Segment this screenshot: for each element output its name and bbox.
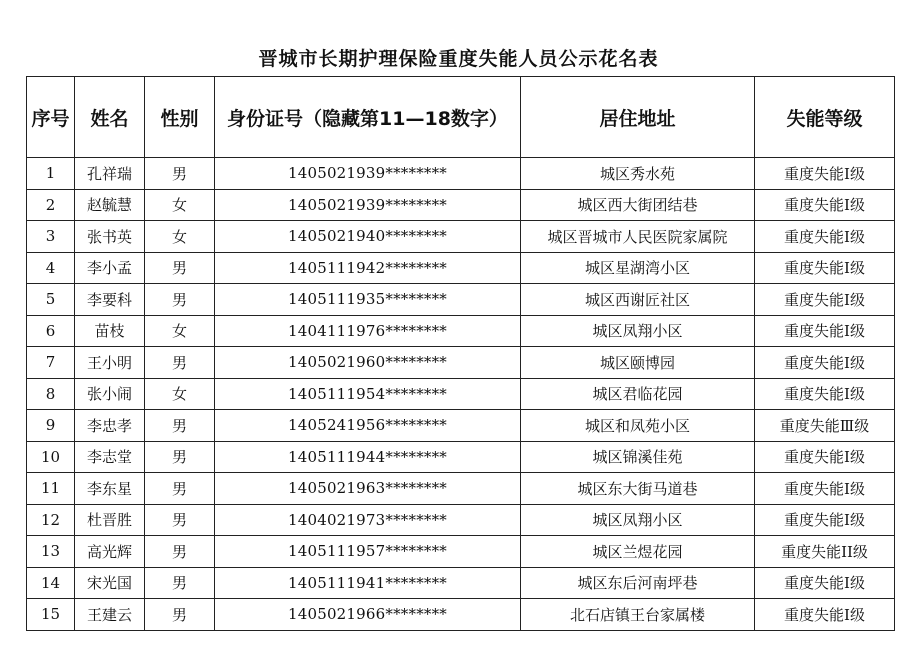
table-row xyxy=(27,567,895,599)
cell-seq: 15 xyxy=(27,599,75,631)
cell-disability-level: 重度失能Ⅰ级 xyxy=(755,347,895,379)
table-row xyxy=(27,441,895,473)
cell-address: 城区凤翔小区 xyxy=(521,504,755,536)
cell-seq: 14 xyxy=(27,567,75,599)
cell-seq: 11 xyxy=(27,473,75,505)
cell-gender: 男 xyxy=(145,284,215,316)
cell-name: 赵毓慧 xyxy=(75,189,145,221)
cell-gender: 男 xyxy=(145,410,215,442)
cell-gender: 男 xyxy=(145,158,215,190)
cell-address: 城区凤翔小区 xyxy=(521,315,755,347)
roster-table xyxy=(26,76,895,631)
cell-seq: 5 xyxy=(27,284,75,316)
cell-id-number: 1405111942******** xyxy=(215,252,521,284)
cell-id-number: 1405111954******** xyxy=(215,378,521,410)
cell-seq: 2 xyxy=(27,189,75,221)
cell-disability-level: 重度失能Ⅰ级 xyxy=(755,252,895,284)
cell-seq: 6 xyxy=(27,315,75,347)
table-row xyxy=(27,536,895,568)
cell-address: 城区西大街团结巷 xyxy=(521,189,755,221)
cell-name: 孔祥瑞 xyxy=(75,158,145,190)
table-row xyxy=(27,189,895,221)
cell-id-number: 1405111957******** xyxy=(215,536,521,568)
cell-disability-level: 重度失能Ⅰ级 xyxy=(755,473,895,505)
cell-name: 张小闹 xyxy=(75,378,145,410)
header-row xyxy=(27,77,895,158)
cell-disability-level: 重度失能II级 xyxy=(755,536,895,568)
cell-disability-level: 重度失能Ⅰ级 xyxy=(755,221,895,253)
cell-gender: 女 xyxy=(145,378,215,410)
cell-disability-level: 重度失能Ⅰ级 xyxy=(755,378,895,410)
cell-gender: 女 xyxy=(145,315,215,347)
cell-address: 城区秀水苑 xyxy=(521,158,755,190)
cell-id-number: 1405021939******** xyxy=(215,158,521,190)
table-row xyxy=(27,504,895,536)
cell-id-number: 1405021939******** xyxy=(215,189,521,221)
page-title: 晋城市长期护理保险重度失能人员公示花名表 xyxy=(258,48,659,70)
cell-gender: 男 xyxy=(145,504,215,536)
cell-address: 城区锦溪佳苑 xyxy=(521,441,755,473)
cell-name: 张书英 xyxy=(75,221,145,253)
cell-address: 城区晋城市人民医院家属院 xyxy=(521,221,755,253)
header-level: 失能等级 xyxy=(755,77,895,158)
table-row xyxy=(27,315,895,347)
cell-gender: 男 xyxy=(145,473,215,505)
cell-name: 苗枝 xyxy=(75,315,145,347)
cell-name: 高光辉 xyxy=(75,536,145,568)
cell-disability-level: 重度失能Ⅰ级 xyxy=(755,567,895,599)
cell-disability-level: 重度失能Ⅰ级 xyxy=(755,504,895,536)
cell-id-number: 1404021973******** xyxy=(215,504,521,536)
cell-seq: 4 xyxy=(27,252,75,284)
cell-id-number: 1405111935******** xyxy=(215,284,521,316)
table-row xyxy=(27,158,895,190)
cell-disability-level: 重度失能Ⅰ级 xyxy=(755,284,895,316)
cell-gender: 男 xyxy=(145,441,215,473)
cell-id-number: 1405021966******** xyxy=(215,599,521,631)
cell-seq: 13 xyxy=(27,536,75,568)
cell-address: 城区西谢匠社区 xyxy=(521,284,755,316)
cell-name: 宋光国 xyxy=(75,567,145,599)
cell-name: 李小孟 xyxy=(75,252,145,284)
cell-name: 王小明 xyxy=(75,347,145,379)
header-seq: 序号 xyxy=(27,77,75,158)
table-row xyxy=(27,378,895,410)
cell-name: 李东星 xyxy=(75,473,145,505)
cell-seq: 1 xyxy=(27,158,75,190)
cell-id-number: 1404111976******** xyxy=(215,315,521,347)
cell-disability-level: 重度失能Ⅲ级 xyxy=(755,410,895,442)
header-name: 姓名 xyxy=(75,77,145,158)
header-address: 居住地址 xyxy=(521,77,755,158)
cell-seq: 10 xyxy=(27,441,75,473)
cell-address: 城区星湖湾小区 xyxy=(521,252,755,284)
cell-gender: 男 xyxy=(145,599,215,631)
table-row xyxy=(27,410,895,442)
header-id: 身份证号（隐藏第11—18数字） xyxy=(215,77,521,158)
cell-seq: 12 xyxy=(27,504,75,536)
table-row xyxy=(27,347,895,379)
cell-id-number: 1405021940******** xyxy=(215,221,521,253)
cell-seq: 3 xyxy=(27,221,75,253)
table-row xyxy=(27,473,895,505)
cell-seq: 7 xyxy=(27,347,75,379)
table-row xyxy=(27,599,895,631)
cell-name: 李志堂 xyxy=(75,441,145,473)
table-row xyxy=(27,221,895,253)
cell-gender: 女 xyxy=(145,189,215,221)
cell-disability-level: 重度失能Ⅰ级 xyxy=(755,599,895,631)
cell-address: 城区君临花园 xyxy=(521,378,755,410)
cell-id-number: 1405111944******** xyxy=(215,441,521,473)
cell-seq: 8 xyxy=(27,378,75,410)
cell-address: 城区和凤苑小区 xyxy=(521,410,755,442)
cell-gender: 男 xyxy=(145,567,215,599)
cell-name: 李忠孝 xyxy=(75,410,145,442)
cell-gender: 女 xyxy=(145,221,215,253)
cell-disability-level: 重度失能Ⅰ级 xyxy=(755,441,895,473)
cell-id-number: 1405021960******** xyxy=(215,347,521,379)
cell-gender: 男 xyxy=(145,347,215,379)
cell-address: 城区兰煜花园 xyxy=(521,536,755,568)
header-gender: 性别 xyxy=(145,77,215,158)
cell-name: 王建云 xyxy=(75,599,145,631)
table-row xyxy=(27,284,895,316)
cell-address: 北石店镇王台家属楼 xyxy=(521,599,755,631)
cell-address: 城区颐博园 xyxy=(521,347,755,379)
cell-id-number: 1405241956******** xyxy=(215,410,521,442)
cell-disability-level: 重度失能Ⅰ级 xyxy=(755,315,895,347)
cell-disability-level: 重度失能Ⅰ级 xyxy=(755,158,895,190)
cell-gender: 男 xyxy=(145,252,215,284)
cell-name: 李要科 xyxy=(75,284,145,316)
cell-seq: 9 xyxy=(27,410,75,442)
cell-id-number: 1405111941******** xyxy=(215,567,521,599)
cell-gender: 男 xyxy=(145,536,215,568)
cell-id-number: 1405021963******** xyxy=(215,473,521,505)
cell-address: 城区东大街马道巷 xyxy=(521,473,755,505)
cell-address: 城区东后河南坪巷 xyxy=(521,567,755,599)
cell-name: 杜晋胜 xyxy=(75,504,145,536)
cell-disability-level: 重度失能Ⅰ级 xyxy=(755,189,895,221)
table-row xyxy=(27,252,895,284)
